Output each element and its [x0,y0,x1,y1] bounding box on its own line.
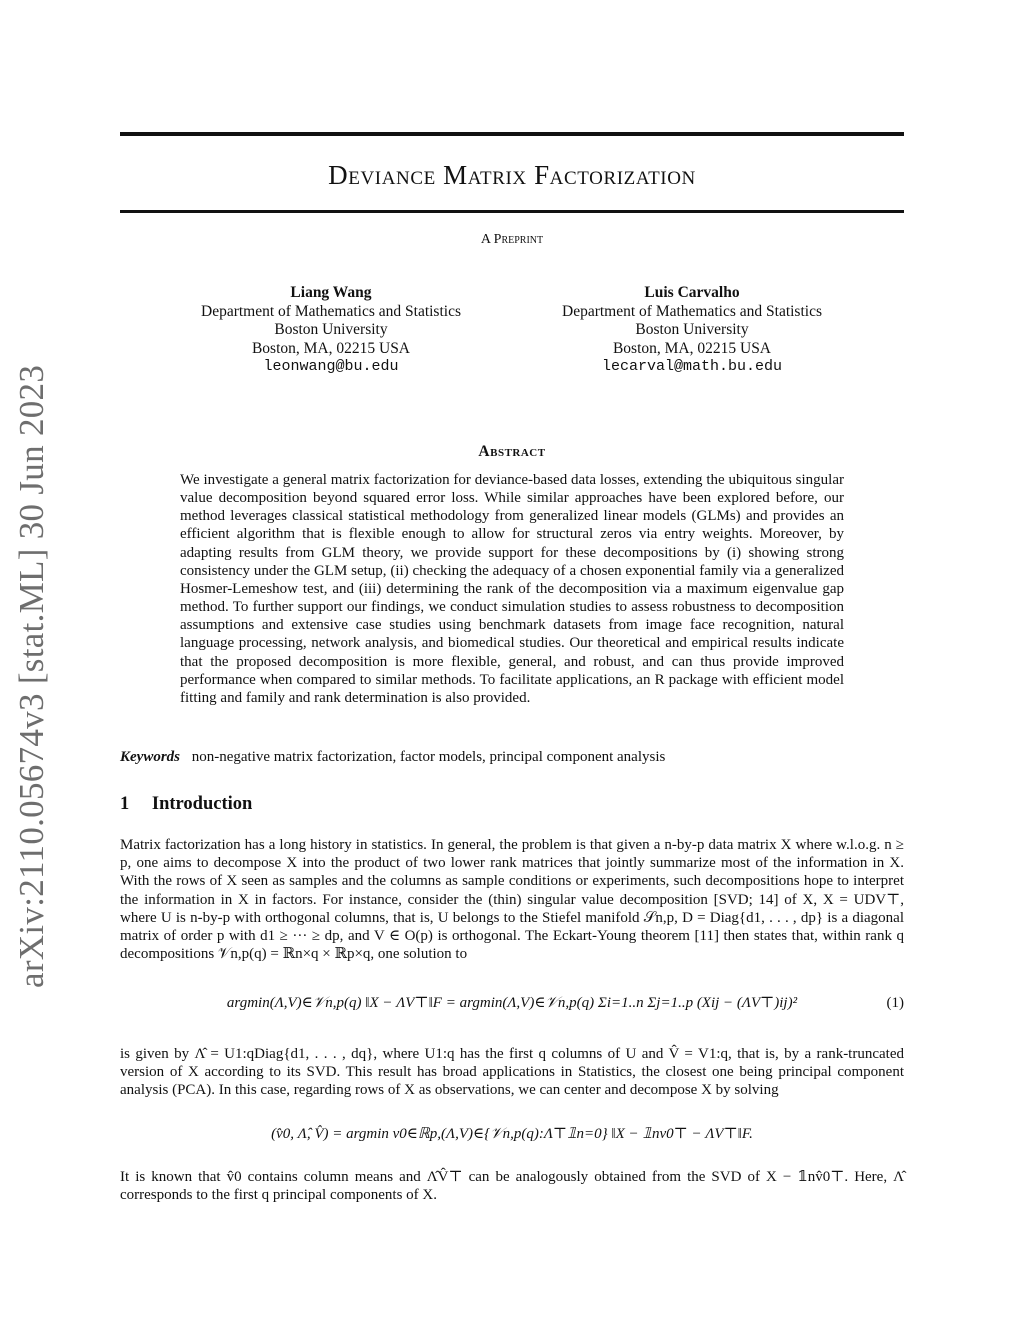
paper-title: Deviance Matrix Factorization [328,160,696,190]
keywords-label: Keywords [120,749,180,765]
keywords-text: non-negative matrix factorization, factor models, principal component analysis [191,749,666,765]
body-paragraph: is given by Λ̂ = U1:qDiag{d1, . . . , dq}, where U1:q has the first q columns of U and V̂ = V1:q, that is, by a rank-truncated version of X according to its SVD. This result has broad applications in Statistics, the closest one being principal component analysis (PCA). In this case, regarding rows of X as observations, we can center and decompose X by solving [120,1046,904,1099]
title-bottom-rule [120,210,904,213]
author-university: Boston University [274,321,388,338]
author-email[interactable]: leonwang@bu.edu [263,358,399,375]
body-paragraph: Matrix factorization has a long history in statistics. In general, the problem is that given a n-by-p data matrix X where w.l.o.g. n ≥ p, one aims to decompose X into the product of two lower rank matrices that jointly summarize most of the information in X. With the rows of X seen as samples and the columns as sample conditions or experiments, such decompositions hope to interpret the information in X in factors. For instance, consider the (thin) singular value decomposition [SVD; 14] of X, X = UDV⊤, where U is n-by-p with orthogonal columns, that is, U belongs to the Stiefel manifold 𝒮n,p, D = Diag{d1, . . . , dp} is a diagonal matrix of order p with d1 ≥ ··· ≥ dp, and V ∈ O(p) is orthogonal. The Eckart-Young theorem [11] then states that, within rank q decompositions 𝒱n,p(q) = ℝn×q × ℝp×q, one solution to [120,837,904,963]
author-email[interactable]: lecarval@math.bu.edu [601,358,783,375]
abstract-text: We investigate a general matrix factorization for deviance-based data losses, extending the ubiquitous singular value decomposition beyond squared error loss. While similar approaches have been explored before, our method leverages classical statistical methodology from generalized linear models (GLMs) and provides an efficient algorithm that is flexible enough to allow for structural zeros via entry weights. Moreover, by adapting results from GLM theory, we provide support for these decompositions by (i) showing strong consistency under the GLM setup, (ii) checking the adequacy of a chosen exponential family via a generalized Hosmer-Lemeshow test, and (iii) determining the rank of the decomposition via a maximum eigenvalue gap method. To further support our findings, we conduct simulation studies to assess robustness to decomposition assumptions and extensive case studies using benchmark datasets from image face recognition, natural language processing, network analysis, and biomedical studies. Our theoretical and empirical results indicate that the proposed decomposition is more flexible, general, and robust, and can thus provide improved performance when compared to similar methods. To facilitate applications, an R package with efficient model fitting and family and rank determination is also provided. [180,472,844,706]
section-number: 1 [120,794,130,814]
title-top-rule [120,132,904,136]
body-paragraph: It is known that v̂0 contains column means and Λ̂V̂⊤ can be analogously obtained from the SVD of X − 𝟙nv̂0⊤. Here, Λ̂ corresponds to the first q principal components of X. [120,1169,904,1204]
section-heading [120,794,252,815]
author-university: Boston University [635,321,749,338]
equation-1: argmin(Λ,V)∈𝒱n,p(q) ‖X − ΛV⊤‖F = argmin(Λ,V)∈𝒱n,p(q) Σi=1..n Σj=1..p (Xij − (ΛV⊤)ij)² [226,995,798,1011]
arxiv-sidebar-stamp: arXiv:2110.05674v3 [stat.ML] 30 Jun 2023 [12,364,51,988]
equation-number: (1) [886,995,904,1011]
author-name: Liang Wang [290,284,372,301]
author-block [161,284,501,377]
preprint-label: A Preprint [480,232,544,247]
author-name: Luis Carvalho [644,284,740,301]
equation-2: (v̂0, Λ̂, V̂) = argmin v0∈ℝp,(Λ,V)∈{𝒱n,p(q):Λ⊤𝟙n=0} ‖X − 𝟙nv0⊤ − ΛV⊤‖F. [271,1126,753,1142]
author-location: Boston, MA, 02215 USA [612,339,772,357]
abstract-heading: Abstract [478,443,546,460]
author-block [522,284,862,377]
author-department: Department of Mathematics and Statistics [201,302,461,320]
author-location: Boston, MA, 02215 USA [251,339,411,357]
keywords-line [120,748,904,766]
author-department: Department of Mathematics and Statistics [562,302,822,320]
section-title: Introduction [151,794,253,814]
